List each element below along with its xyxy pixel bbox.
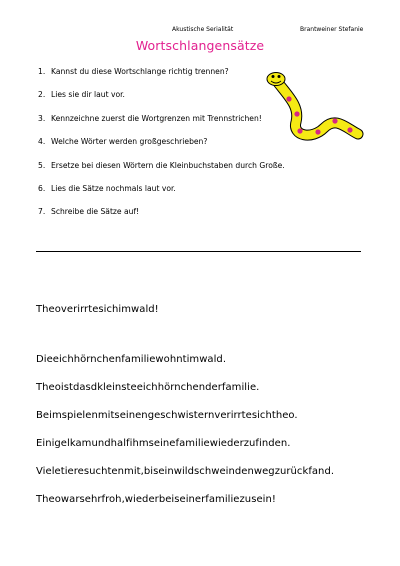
task-number: 3. xyxy=(38,113,46,123)
snake-spot xyxy=(286,96,291,101)
page-title: Wortschlangensätze xyxy=(135,38,265,53)
task-item xyxy=(38,114,285,137)
sentence-line: Vieletieresuchtenmit,biseinwildschweindenwegzurückfand. xyxy=(36,466,335,477)
sentence-line: Theowarsehrfroh,wiederbeiseinerfamiliezusein! xyxy=(36,494,276,505)
task-text: Kannst du diese Wortschlange richtig trennen? xyxy=(51,67,229,76)
task-item xyxy=(38,207,285,230)
snake-spot xyxy=(332,118,337,123)
task-text: Lies die Sätze nochmals laut vor. xyxy=(51,183,176,193)
snake-spot xyxy=(297,128,302,133)
task-number: 5. xyxy=(38,160,46,170)
task-text: Welche Wörter werden großgeschrieben? xyxy=(51,137,208,147)
task-item xyxy=(38,137,285,160)
task-item xyxy=(38,67,285,90)
task-text: Schreibe die Sätze auf! xyxy=(51,207,140,217)
sentence-line: Einigelkamundhalfihmseinefamiliewiederzufinden. xyxy=(36,438,291,449)
snake-spot xyxy=(315,129,320,134)
snake-icon xyxy=(262,68,366,144)
snake-spot xyxy=(294,111,299,116)
header-author: Brantweiner Stefanie xyxy=(300,26,364,33)
sentence-line: Theoistdasdkleinsteeichhörnchenderfamilie. xyxy=(36,382,260,393)
snake-eye xyxy=(272,75,275,78)
sentence-line: Dieeichhörnchenfamiliewohntimwald. xyxy=(36,354,227,365)
sentence-line: Beimspielenmitseinengeschwisternverirrtesichtheo. xyxy=(36,410,298,421)
task-text: Kennzeichne zuerst die Wortgrenzen mit Trennstrichen! xyxy=(51,113,262,123)
sentence-line: Theoverirrtesichimwald! xyxy=(36,304,159,315)
task-number: 1. xyxy=(38,67,46,76)
task-number: 4. xyxy=(38,137,46,147)
task-item xyxy=(38,161,285,184)
task-number: 6. xyxy=(38,183,46,193)
task-number: 7. xyxy=(38,207,46,217)
snake-spot xyxy=(347,127,352,132)
task-item xyxy=(38,90,285,113)
snake-head xyxy=(267,73,285,86)
task-item xyxy=(38,184,285,207)
header-subject: Akustische Serialität xyxy=(172,26,234,33)
divider-line xyxy=(36,251,361,252)
task-text: Ersetze bei diesen Wörtern die Kleinbuchstaben durch Große. xyxy=(51,160,285,170)
task-text: Lies sie dir laut vor. xyxy=(51,90,125,100)
snake-eye xyxy=(278,75,281,78)
task-number: 2. xyxy=(38,90,46,100)
task-list xyxy=(38,67,285,231)
